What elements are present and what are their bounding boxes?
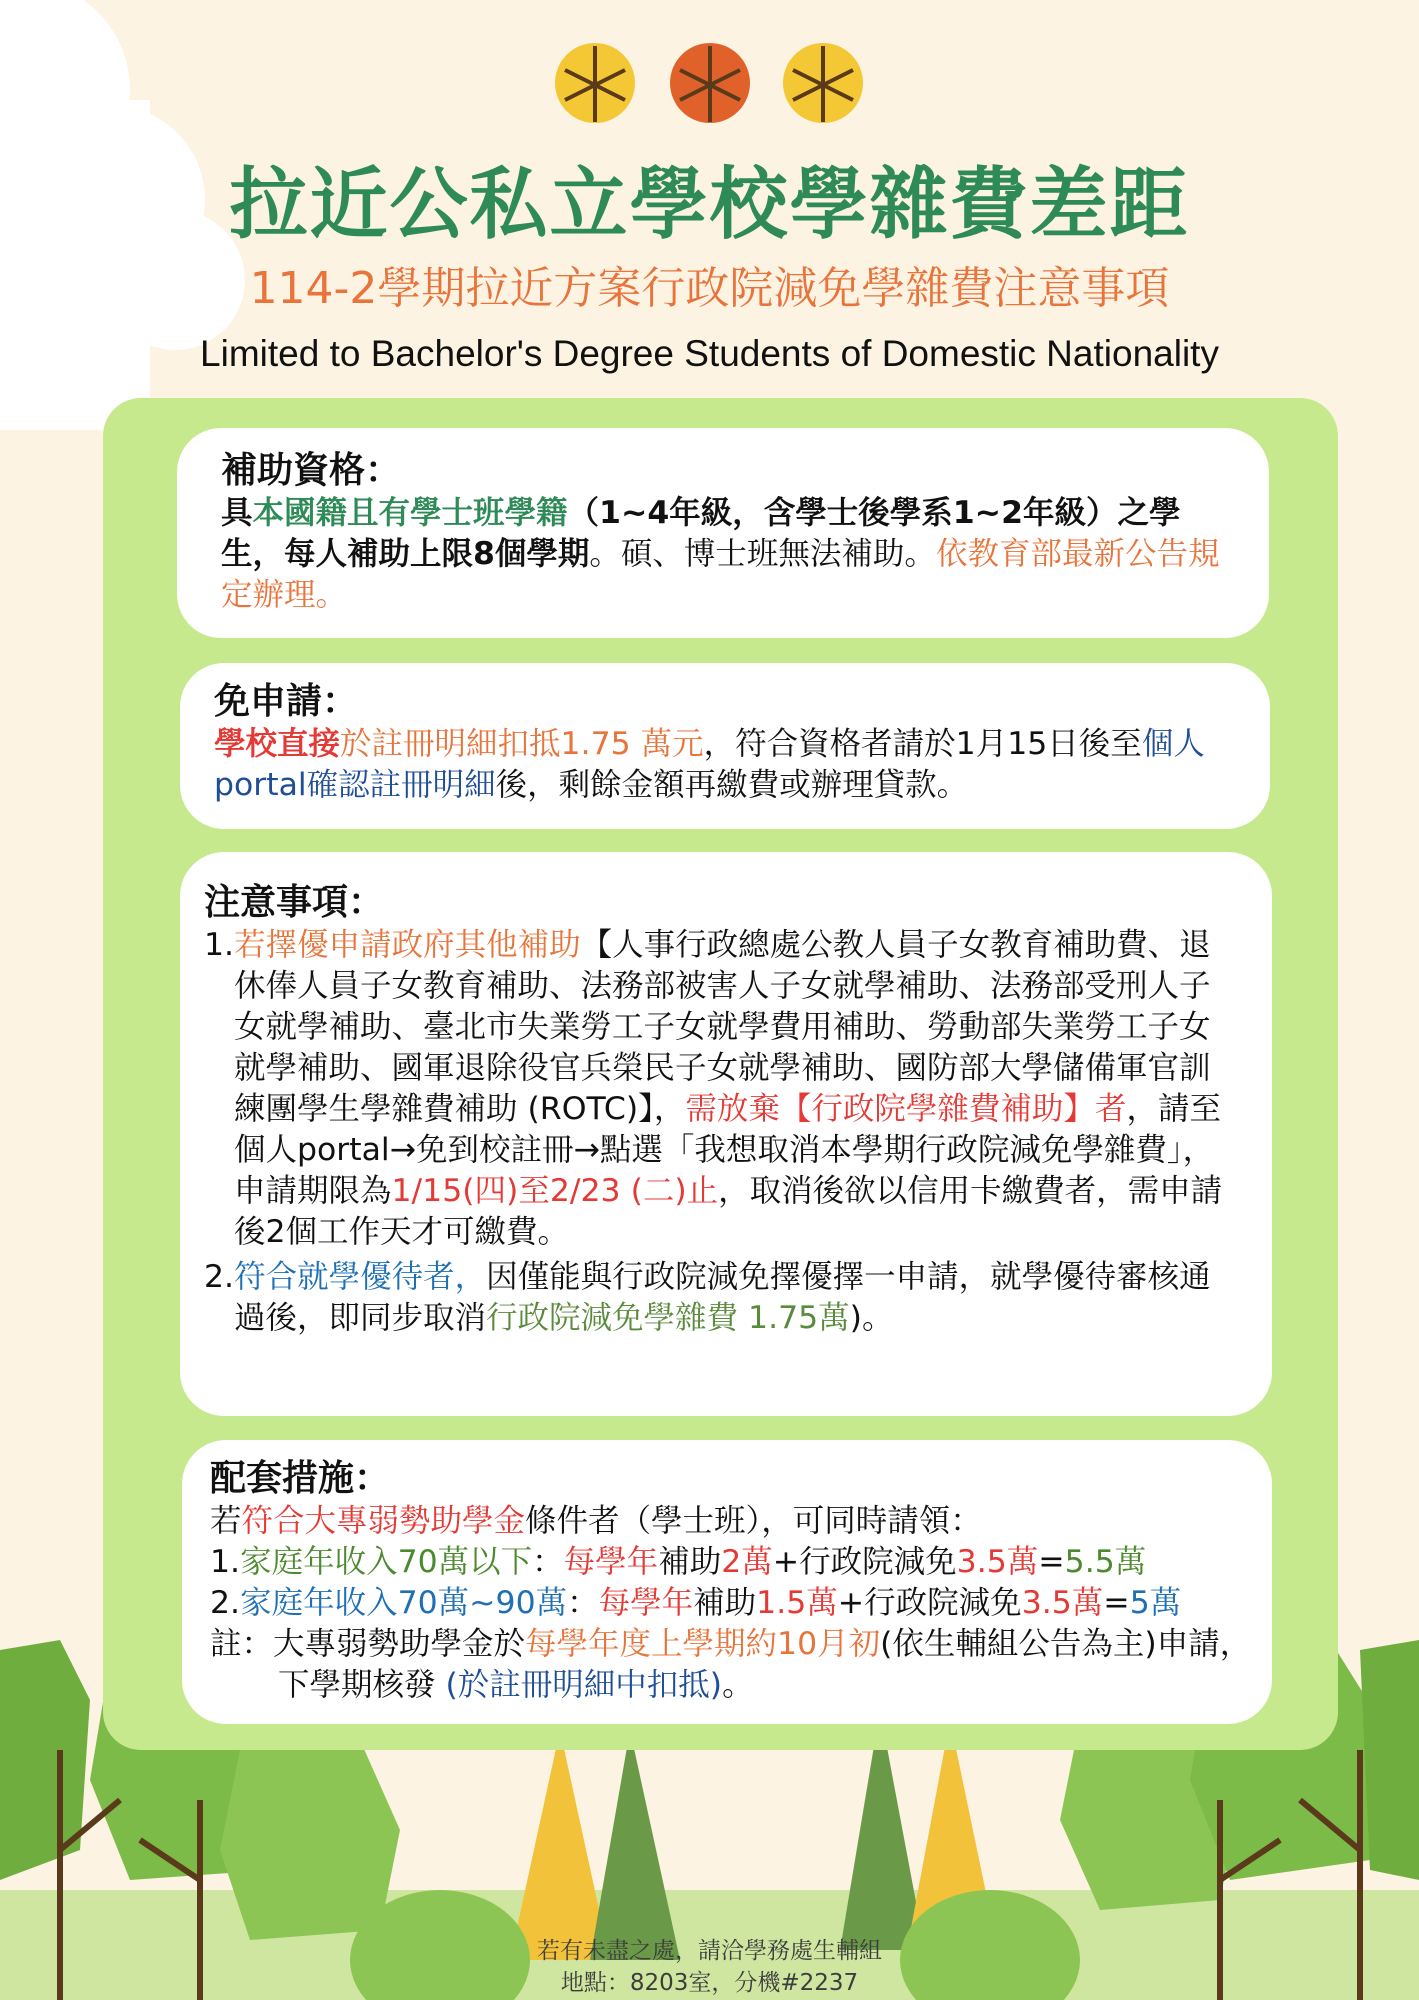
page-subtitle: 114-2學期拉近方案行政院減免學雜費注意事項 [249,263,1170,314]
per-year-label: 每學年 [563,1544,659,1580]
notes-item-2-text: )。 [849,1300,894,1336]
no-apply-heading: 免申請： [214,681,359,722]
measures-intro-highlight: 符合大專弱勢助學金 [241,1503,526,1539]
measures-line-2 [210,1583,1258,1624]
notes-item-2 [204,1257,1236,1339]
income-range: 家庭年收入70萬~90萬 [240,1585,568,1621]
measures-heading: 配套措施： [210,1458,391,1499]
reduction-label: +行政院減免 [837,1585,1022,1621]
grant-amount: 2萬 [721,1544,773,1580]
notes-deadline: 1/15(四)至2/23 (二)止 [391,1173,719,1209]
notes-item-1 [204,925,1236,1253]
grant-amount: 1.5萬 [756,1585,838,1621]
page-title: 拉近公私立學校學雜費差距 [229,160,1190,250]
eligibility-text-part: 具 [221,495,253,531]
reduction-amount: 3.5萬 [956,1544,1039,1580]
total-amount: 5萬 [1129,1585,1182,1621]
no-apply-card [180,663,1270,829]
notes-item-1-text: ，取消後欲以信用卡繳費者，需申請後2個工作天才可繳費。 [234,1173,1223,1250]
reduction-amount: 3.5萬 [1021,1585,1104,1621]
footer-location: 地點：8203室，分機#2237 [560,1970,859,1996]
notes-item-2-amount: 行政院減免學雜費 1.75萬 [486,1300,850,1336]
eligibility-heading: 補助資格： [221,450,402,491]
income-range: 家庭年收入70萬以下 [240,1544,533,1580]
eligibility-note: 依教育部最新公告規定辦理。 [221,536,1220,613]
fruit-icon-left [555,43,635,123]
measures-intro-text: 條件者（學士班），可同時請領： [525,1503,982,1539]
notes-card [180,852,1272,1416]
measures-card [182,1440,1272,1724]
notes-heading: 注意事項： [204,882,385,923]
note-deduction: (於註冊明細中扣抵) [445,1667,723,1703]
no-apply-text-part: 後，剩餘金額再繳費或辦理貸款。 [495,767,969,803]
separator: ： [532,1544,564,1580]
portal-link-text: 個人portal確認註冊明細 [214,726,1205,803]
measures-intro-text: 若 [210,1503,242,1539]
note-label: 註： [210,1626,274,1662]
no-apply-text-part: ，符合資格者請於1月15日後至 [703,726,1142,762]
per-year-label: 每學年 [598,1585,694,1621]
eligibility-text-part: 。碩、博士班無法補助。 [589,536,936,572]
grant-label: 補助 [658,1544,722,1580]
note-text: 大專弱勢助學金於 [273,1626,526,1662]
list-number: 2. [210,1585,241,1621]
separator: ： [567,1585,599,1621]
eligibility-card [177,428,1269,638]
note-timing: 每學年度上學期約10月初 [525,1626,881,1662]
footer-contact: 若有未盡之處，請洽學務處生輔組 [537,1938,882,1964]
measures-intro [210,1501,1258,1542]
eligibility-text-part: （1~4年級，含學士後學系1~2年級）之學生，每人補助上限8個學期 [221,495,1181,572]
grant-label: 補助 [693,1585,757,1621]
notes-item-1-highlight: 若擇優申請政府其他補助 [234,927,581,963]
fruit-icon-middle [670,43,750,123]
english-subtitle: Limited to Bachelor's Degree Students of Domestic Nationality [200,333,1219,374]
no-apply-highlight: 學校直接 [214,726,341,762]
notes-item-1-text: 【人事行政總處公教人員子女教育補助費、退休俸人員子女教育補助、法務部被害人子女就學補助、法務部受刑人子女就學補助、臺北市失業勞工子女就學費用補助、勞動部失業勞工子女就學補助、國軍退除役官兵榮民子女就學補助、國防部大學儲備軍官訓練團學生學雜費補助 (ROTC)】， [234,927,1211,1127]
notes-item-2-highlight: 符合就學優待者， [234,1259,487,1295]
equals-sign: = [1103,1585,1130,1621]
notes-item-1-text: ，請至個人portal→免到校註冊→點選「我想取消本學期行政院減免學雜費」，申請期限為 [234,1091,1221,1209]
no-apply-text [214,724,1236,806]
eligibility-highlight: 本國籍且有學士班學籍 [252,495,568,531]
total-amount: 5.5萬 [1064,1544,1147,1580]
notes-item-2-text: 因僅能與行政院減免擇優擇一申請，就學優待審核通過後，即同步取消 [234,1259,1211,1336]
fruit-icon-right [783,43,863,123]
list-number: 1. [204,927,235,963]
measures-note [210,1624,1258,1706]
eligibility-text [221,493,1235,616]
list-number: 2. [204,1259,235,1295]
no-apply-amount: 於註冊明細扣抵1.75 萬元 [340,726,704,762]
list-number: 1. [210,1544,241,1580]
note-text: 。 [722,1667,754,1703]
measures-line-1 [210,1542,1258,1583]
note-text: (依生輔組公告為主)申請，下學期核發 [278,1626,1252,1703]
equals-sign: = [1038,1544,1065,1580]
notes-item-1-warning: 需放棄【行政院學雜費補助】者 [685,1091,1127,1127]
reduction-label: +行政院減免 [772,1544,957,1580]
